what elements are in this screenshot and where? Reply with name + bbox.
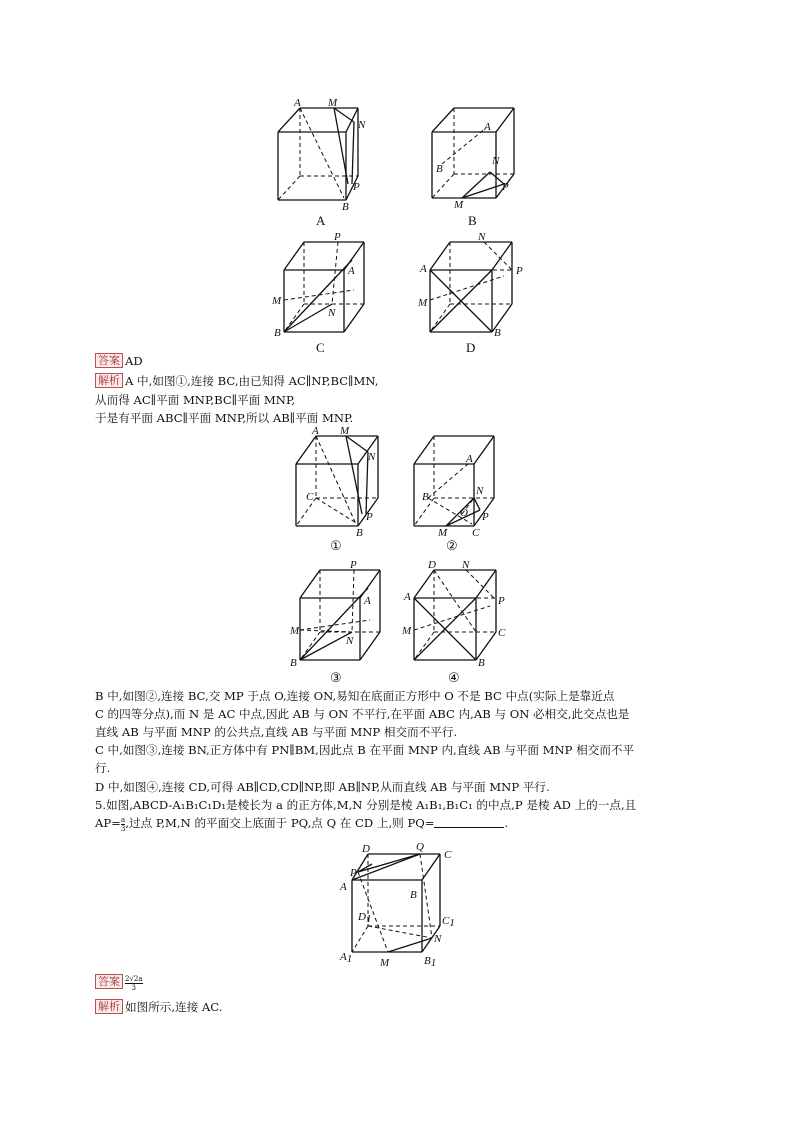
- label-B: B: [410, 889, 417, 901]
- label-M: M: [418, 297, 428, 309]
- label-P: P: [516, 265, 523, 277]
- label-M: M: [272, 295, 282, 307]
- label-D: D: [428, 559, 436, 571]
- label-N: N: [462, 559, 470, 571]
- caption-4: ④: [448, 670, 460, 685]
- problem-5-line-2: AP= $\frac{a}{3}$ ,过点 P,M,N 的平面交上底面于 PQ,点 Q 在 CD 上,则 PQ= .: [95, 815, 509, 833]
- label-A: A: [294, 97, 301, 109]
- answer-fraction-5: $\frac{2√2a}{3}$: [125, 974, 143, 992]
- label-P: P: [498, 595, 505, 607]
- label-A: A: [484, 121, 491, 133]
- analysis-c-line-1: C 中,如图③,连接 BN,正方体中有 PN∥BM,因此点 B 在平面 MNP 内,直线 AB 与平面 MNP 相交而不平: [95, 743, 635, 757]
- label-A: A: [348, 265, 355, 277]
- caption-3: ③: [330, 670, 342, 685]
- caption-A: A: [316, 213, 326, 228]
- label-P: P: [334, 231, 341, 243]
- label-D: D: [362, 843, 370, 855]
- analysis-line-3: 于是有平面 ABC∥平面 MNP,所以 AB∥平面 MNP.: [95, 411, 354, 425]
- label-P: P: [350, 559, 357, 571]
- label-B: B: [422, 491, 429, 503]
- label-A: A: [364, 595, 371, 607]
- problem-5-line-1: 5.如图,ABCD-A₁B₁C₁D₁是棱长为 a 的正方体,M,N 分别是棱 A₁B₁,B₁C₁ 的中点,P 是棱 AD 上的一点,且: [95, 798, 637, 812]
- label-N: N: [492, 155, 500, 167]
- label-A: A: [420, 263, 427, 275]
- caption-2: ②: [446, 538, 458, 553]
- figure-problem-5: [336, 840, 466, 972]
- label-A1: A1: [340, 951, 353, 965]
- label-N: N: [476, 485, 484, 497]
- label-B: B: [342, 201, 349, 213]
- analysis-d-line-1: D 中,如图④,连接 CD,可得 AB∥CD,CD∥NP,即 AB∥NP,从而直线 AB 与平面 MNP 平行.: [95, 780, 550, 794]
- label-C: C: [444, 849, 452, 861]
- label-M: M: [438, 527, 448, 539]
- label-P: P: [366, 511, 373, 523]
- label-P: P: [350, 867, 357, 879]
- figure-4: [400, 556, 510, 686]
- label-B1: B1: [424, 955, 437, 969]
- analysis-line-1: 解析 A 中,如图①,连接 BC,由已知得 AC∥NP,BC∥MN,: [95, 373, 378, 389]
- label-C: C: [472, 527, 480, 539]
- label-P: P: [353, 181, 360, 193]
- analysis-tag-5: 解析: [95, 999, 123, 1014]
- figure-2: [404, 424, 504, 554]
- analysis-b-line-3: 直线 AB 与平面 MNP 的公共点,直线 AB 与平面 MNP 相交而不平行.: [95, 725, 458, 739]
- caption-D: D: [466, 340, 476, 355]
- label-N: N: [478, 231, 486, 243]
- fraction-a-over-3: $\frac{a}{3}$: [120, 815, 126, 833]
- label-N: N: [368, 451, 376, 463]
- figure-cube-B: [422, 92, 532, 232]
- label-B: B: [274, 327, 281, 339]
- answer-line-4: [95, 353, 143, 369]
- label-D1: D1: [358, 911, 372, 925]
- label-A: A: [312, 425, 319, 437]
- label-A: A: [404, 591, 411, 603]
- label-M: M: [290, 625, 300, 637]
- caption-C: C: [316, 340, 325, 355]
- figure-cube-C: [272, 228, 382, 358]
- label-P: P: [482, 511, 489, 523]
- label-B: B: [290, 657, 297, 669]
- analysis-c-line-2: 行.: [95, 761, 111, 775]
- answer-blank: [434, 817, 504, 828]
- label-C: C: [306, 491, 314, 503]
- label-N: N: [328, 307, 336, 319]
- answer-line-5: [95, 974, 143, 992]
- label-M: M: [454, 199, 464, 211]
- label-Q: Q: [416, 841, 424, 853]
- analysis-line-2: 从而得 AC∥平面 MNP,BC∥平面 MNP,: [95, 393, 296, 407]
- answer-value: AD: [125, 354, 143, 368]
- label-B: B: [478, 657, 485, 669]
- label-N: N: [346, 635, 354, 647]
- label-O: O: [460, 507, 468, 519]
- analysis-b-line-1: B 中,如图②,连接 BC,交 MP 于点 O,连接 ON,易知在底面正方形中 O 不是 BC 中点(实际上是靠近点: [95, 689, 615, 703]
- label-C1: C1: [442, 915, 455, 929]
- caption-1: ①: [330, 538, 342, 553]
- caption-B: B: [468, 213, 477, 228]
- label-N: N: [434, 933, 442, 945]
- label-P: P: [502, 181, 509, 193]
- label-M: M: [402, 625, 412, 637]
- label-A: A: [340, 881, 347, 893]
- answer-tag-5: 答案: [95, 974, 123, 989]
- figure-cube-A: [270, 92, 380, 232]
- label-N: N: [358, 119, 366, 131]
- label-M: M: [340, 425, 350, 437]
- label-B: B: [436, 163, 443, 175]
- analysis-tag: 解析: [95, 373, 123, 388]
- label-C: C: [498, 627, 506, 639]
- label-M: M: [328, 97, 338, 109]
- label-A: A: [466, 453, 473, 465]
- analysis-line-5: 解析 如图所示,连接 AC.: [95, 999, 222, 1015]
- label-B: B: [494, 327, 501, 339]
- analysis-b-line-2: C 的四等分点),而 N 是 AC 中点,因此 AB 与 ON 不平行,在平面 ABC 内,AB 与 ON 必相交,此交点也是: [95, 707, 630, 721]
- label-B: B: [356, 527, 363, 539]
- answer-tag: 答案: [95, 353, 123, 368]
- figure-1: [288, 424, 388, 554]
- figure-cube-D: [418, 228, 528, 358]
- label-M: M: [380, 957, 390, 969]
- figure-3: [290, 556, 390, 686]
